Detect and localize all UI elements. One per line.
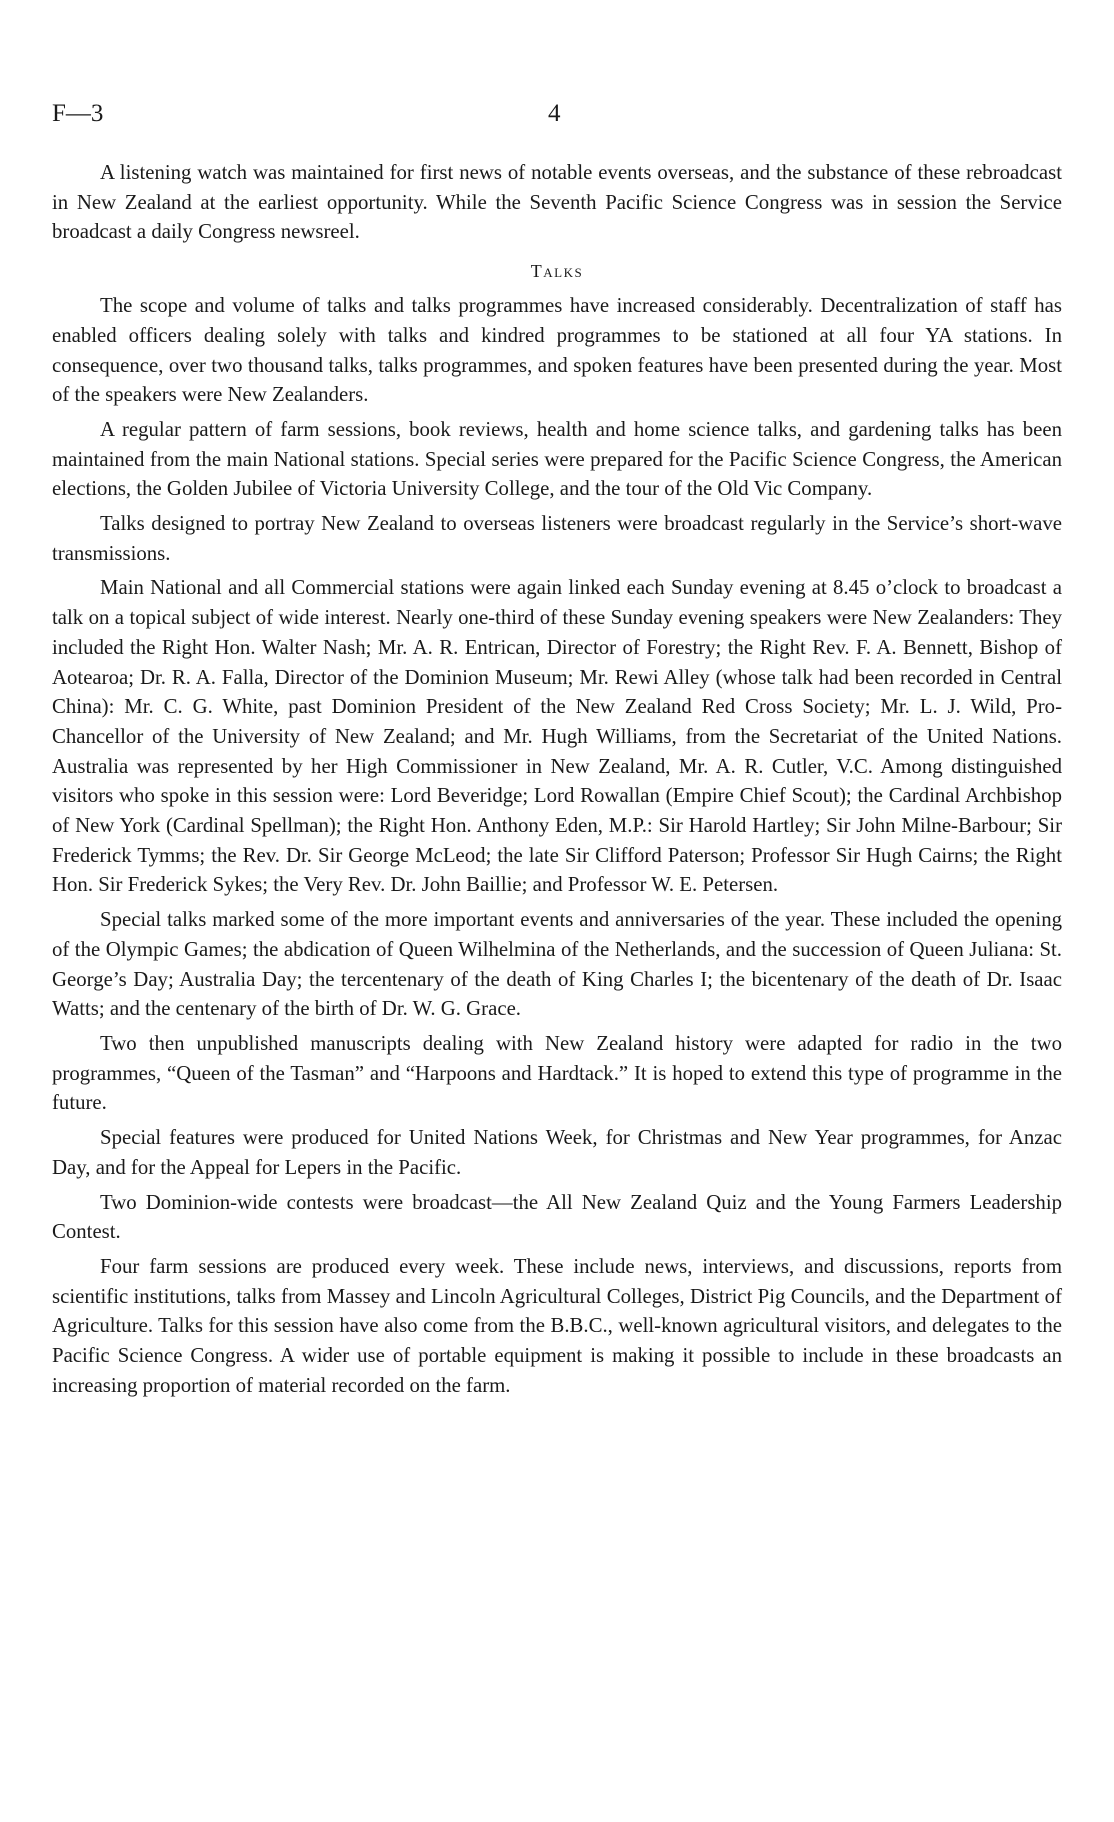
paragraph: Main National and all Commercial stations were again linked each Sunday evening at 8.45 o’clock to broadcast a talk on a topical subject of wide interest. Nearly one-third of these Sunday evening speakers were New Zealanders: They included the Right Hon. Walter Nash; Mr. A. R. Entrican, Director of Forestry; the Right Rev. F. A. Bennett, Bishop of Aotearoa; Dr. R. A. Falla, Director of the Dominion Museum; Mr. Rewi Alley (whose talk had been recorded in Central China): Mr. C. G. White, past Dominion President of the New Zealand Red Cross Society; Mr. L. J. Wild, Pro-Chancellor of the University of New Zealand; and Mr. Hugh Williams, from the Secretariat of the United Nations. Australia was represented by her High Commissioner in New Zealand, Mr. A. R. Cutler, V.C. Among distinguished visitors who spoke in this session were: Lord Beveridge; Lord Rowallan (Empire Chief Scout); the Cardinal Archbishop of New York (Cardinal Spellman); the Right Hon. Anthony Eden, M.P.: Sir Harold Hartley; Sir John Milne-Barbour; Sir Frederick Tymms; the Rev. Dr. Sir George McLeod; the late Sir Clifford Paterson; Professor Sir Hugh Cairns; the Right Hon. Sir Frederick Sykes; the Very Rev. Dr. John Baillie; and Professor W. E. Petersen. (52, 576, 1062, 897)
page-header (52, 100, 1062, 158)
paragraph: Two Dominion-wide contests were broadcast—the All New Zealand Quiz and the Young Farmers Leadership Contest. (52, 1190, 1062, 1244)
section-heading: Talks (530, 261, 584, 282)
paragraph: Two then unpublished manuscripts dealing with New Zealand history were adapted for radio in the two programmes, “Queen of the Tasman” and “Harpoons and Hardtack.” It is hoped to extend this type of programme in the future. (52, 1031, 1062, 1115)
page-number: 4 (548, 100, 561, 127)
paragraph: Special talks marked some of the more important events and anniversaries of the year. These included the opening of the Olympic Games; the abdication of Queen Wilhelmina of the Netherlands, and the succession of Queen Juliana: St. George’s Day; Australia Day; the tercentenary of the death of King Charles I; the bicentenary of the death of Dr. Isaac Watts; and the centenary of the birth of Dr. W. G. Grace. (52, 908, 1062, 1021)
paragraph: Special features were produced for United Nations Week, for Christmas and New Year programmes, for Anzac Day, and for the Appeal for Lepers in the Pacific. (52, 1126, 1062, 1179)
paragraph: The scope and volume of talks and talks programmes have increased considerably. Decentralization of staff has enabled officers dealing solely with talks and kindred programmes to be stationed at all four YA stations. In consequence, over two thousand talks, talks programmes, and spoken features have been presented during the year. Most of the speakers were New Zealanders. (52, 294, 1062, 407)
paragraph: Four farm sessions are produced every week. These include news, interviews, and discussions, reports from scientific institutions, talks from Massey and Lincoln Agricultural Colleges, District Pig Councils, and the Department of Agriculture. Talks for this session have also come from the B.B.C., well-known agricultural visitors, and delegates to the Pacific Science Congress. A wider use of portable equipment is making it possible to include in these broadcasts an increasing proportion of material recorded on the farm. (52, 1254, 1062, 1397)
paragraph: A regular pattern of farm sessions, book reviews, health and home science talks, and gardening talks has been maintained from the main National stations. Special series were prepared for the Pacific Science Congress, the American elections, the Golden Jubilee of Victoria University College, and the tour of the Old Vic Company. (52, 417, 1062, 501)
body-text (52, 158, 1062, 1400)
paragraph: Talks designed to portray New Zealand to overseas listeners were broadcast regularly in the Service’s short-wave transmissions. (52, 512, 1062, 565)
document-page (52, 100, 1062, 1400)
intro-paragraph: A listening watch was maintained for first news of notable events overseas, and the substance of these rebroadcast in New Zealand at the earliest opportunity. While the Seventh Pacific Science Congress was in session the Service broadcast a daily Congress newsreel. (52, 161, 1062, 244)
document-id: F—3 (52, 100, 104, 127)
